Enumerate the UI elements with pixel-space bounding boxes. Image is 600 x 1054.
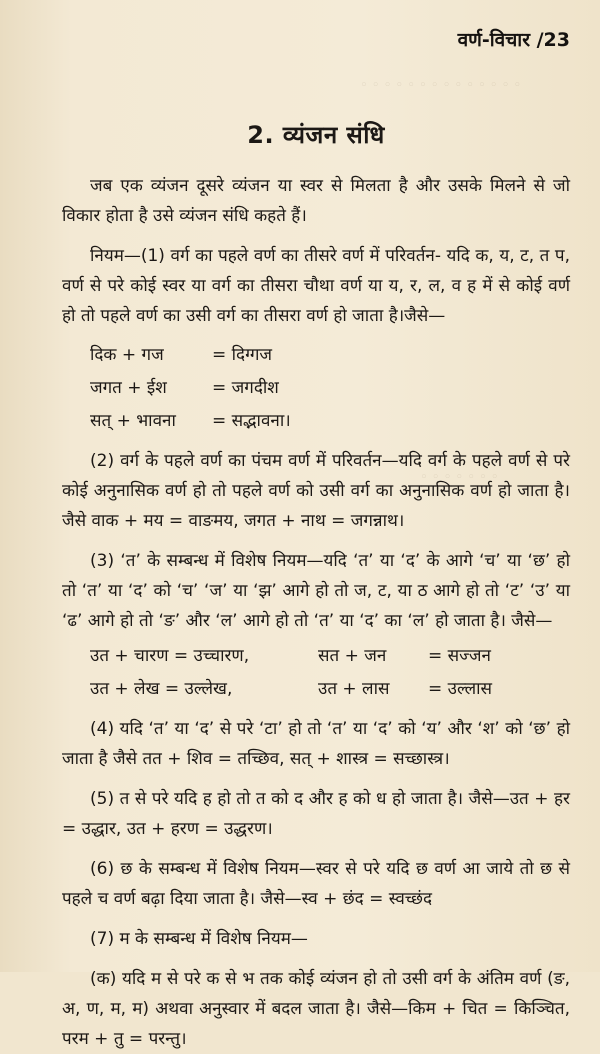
example-rhs: = जगदीश bbox=[212, 378, 279, 398]
rule-7-heading: (7) म के सम्बन्ध में विशेष नियम— bbox=[90, 929, 308, 949]
rule-6-paragraph: (6) छ के सम्बन्ध में विशेष नियम—स्वर से परे यदि छ वर्ण आ जाये तो छ से पहले च वर्ण बढ़ा दिया जाता है। जैसे—स्व + छंद = स्वच्छंद bbox=[62, 859, 570, 909]
rule-4-paragraph: (4) यदि ‘त’ या ‘द’ से परे ‘टा’ हो तो ‘त’ या ‘द’ को ‘य’ और ‘श’ को ‘छ’ हो जाता है जैसे तत + शिव = तच्छिव, सत् + शास्त्र = सच्छास्त्र। bbox=[62, 719, 570, 769]
example-row bbox=[90, 403, 291, 436]
section-title: 2. व्यंजन संधि bbox=[247, 121, 385, 149]
rule-5-paragraph: (5) त से परे यदि ह हो तो त को द और ह को ध हो जाता है। जैसे—उत + हर = उद्धार, उत + हरण = उद्धरण। bbox=[62, 789, 570, 839]
example-col-1: उत + लेख = उल्लेख, bbox=[90, 679, 233, 699]
rule-2-paragraph: (2) वर्ग के पहले वर्ण का पंचम वर्ण में परिवर्तन—यदि वर्ग के पहले वर्ण से परे कोई अनुनासिक वर्ण हो तो पहले वर्ण को उसी वर्ग का अनुनासिक वर्ण हो जाता है। जैसे वाक + मय = वाङमय, जगत + नाथ = जगन्नाथ। bbox=[62, 451, 570, 531]
example-col-3: = उल्लास bbox=[428, 679, 493, 699]
rule-7-sub-a: (क) यदि म से परे क से भ तक कोई व्यंजन हो तो उसी वर्ग के अंतिम वर्ण (ङ, अ, ण, म, म) अथवा अनुस्वार में बदल जाता है। जैसे—किम + चित = किञ्चित, परम + तु = परन्तु। bbox=[62, 969, 570, 1049]
example-row bbox=[90, 337, 291, 370]
example-rhs: = दिग्गज bbox=[212, 345, 273, 365]
example-col-1: उत + चारण = उच्चारण, bbox=[90, 646, 250, 666]
bleed-through-text: ◦ ◦ ◦ ◦ ◦ ◦ ◦ ◦ ◦ ◦ ◦ ◦ ◦ ◦ bbox=[360, 78, 522, 93]
rule-3-paragraph: (3) ‘त’ के सम्बन्ध में विशेष नियम—यदि ‘त’ या ‘द’ के आगे ‘च’ या ‘छ’ हो तो ‘त’ या ‘द’ को ‘च’ ‘ज’ या ‘झ’ आगे हो तो ज, ट, या ठ आगे हो तो ‘ट’ ‘उ’ या ‘ढ’ आगे हो तो ‘ङ’ और ‘ल’ आगे हो तो ‘त’ या ‘द’ का ‘ल’ हो जाता है। जैसे— bbox=[62, 551, 570, 631]
intro-paragraph: जब एक व्यंजन दूसरे व्यंजन या स्वर से मिलता है और उसके मिलने से जो विकार होता है उसे व्यंजन संधि कहते हैं। bbox=[62, 176, 570, 226]
example-col-2: उत + लास bbox=[318, 679, 390, 699]
example-row bbox=[90, 370, 291, 403]
running-head: वर्ण-विचार /23 bbox=[457, 29, 570, 51]
example-row bbox=[90, 638, 492, 671]
example-col-3: = सज्जन bbox=[428, 646, 491, 666]
example-row bbox=[90, 671, 492, 704]
rule-3-examples bbox=[90, 638, 492, 704]
rule-1-examples bbox=[90, 337, 291, 436]
example-lhs: दिक + गज bbox=[90, 345, 164, 365]
rule-1-paragraph: नियम—(1) वर्ग का पहले वर्ण का तीसरे वर्ण में परिवर्तन- यदि क, य, ट, त प, वर्ण से परे कोई स्वर या वर्ग का तीसरा चौथा वर्ण या य, र, ल, व ह में से कोई वर्ण हो तो पहले वर्ण का उसी वर्ग का तीसरा वर्ण हो जाता है।जैसे— bbox=[62, 246, 570, 326]
example-rhs: = सद्भावना। bbox=[212, 411, 291, 431]
example-col-2: सत + जन bbox=[318, 646, 387, 666]
example-lhs: सत् + भावना bbox=[90, 411, 176, 431]
bleed-through-text: ◦ ◦ ◦ ◦ ◦ ◦ ◦ bbox=[420, 470, 499, 485]
example-lhs: जगत + ईश bbox=[90, 378, 167, 398]
